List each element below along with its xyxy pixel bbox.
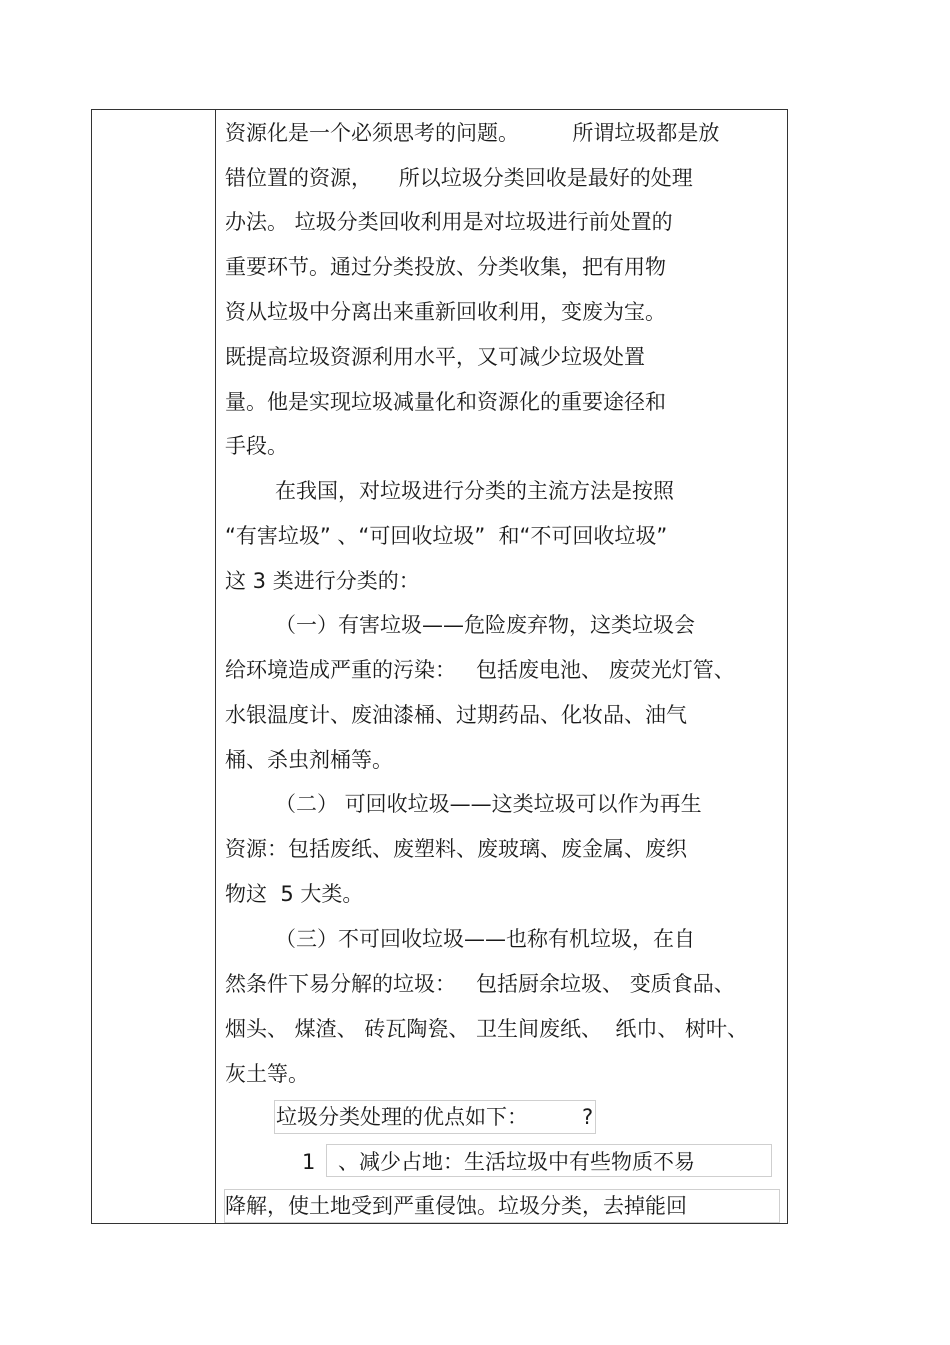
text-line: 手段。	[225, 434, 288, 458]
text-line: 资源：包括废纸、废塑料、废玻璃、废金属、废织	[225, 837, 687, 861]
text-line: 资源化是一个必须思考的问题。 所谓垃圾都是放	[225, 121, 720, 145]
text-line: （一）有害垃圾——危险废弃物，这类垃圾会	[275, 613, 695, 637]
text-line: 资从垃圾中分离出来重新回收利用，变废为宝。	[225, 300, 666, 324]
text-line: 办法。 垃圾分类回收利用是对垃圾进行前处置的	[225, 210, 673, 234]
section-heading: 垃圾分类处理的优点如下：	[276, 1105, 528, 1129]
text-line: 降解，使土地受到严重侵蚀。垃圾分类，去掉能回	[225, 1194, 687, 1218]
text-line: （二） 可回收垃圾——这类垃圾可以作为再生	[275, 792, 702, 816]
text-line: 水银温度计、废油漆桶、过期药品、化妆品、油气	[225, 703, 687, 727]
item-number: 1	[302, 1150, 316, 1174]
text-line: 在我国，对垃圾进行分类的主流方法是按照	[275, 479, 674, 503]
table-left-column	[92, 110, 216, 1223]
text-line: 、减少占地：生活垃圾中有些物质不易	[338, 1150, 695, 1174]
text-line: 灰土等。	[225, 1062, 309, 1086]
text-line: 重要环节。通过分类投放、分类收集，把有用物	[225, 255, 666, 279]
text-line: （三）不可回收垃圾——也称有机垃圾，在自	[275, 927, 695, 951]
text-line: 错位置的资源， 所以垃圾分类回收是最好的处理	[225, 166, 693, 190]
text-line: 既提高垃圾资源利用水平，又可减少垃圾处置	[225, 345, 645, 369]
text-line: 桶、杀虫剂桶等。	[225, 748, 393, 772]
text-line: 量。他是实现垃圾减量化和资源化的重要途径和	[225, 390, 666, 414]
text-line: 然条件下易分解的垃圾： 包括厨余垃圾、 变质食品、	[225, 972, 735, 996]
text-line: 物这 5 大类。	[225, 882, 364, 906]
text-line: “有害垃圾” 、“可回收垃圾” 和“不可回收垃圾”	[225, 524, 668, 548]
text-line: 这 3 类进行分类的：	[225, 569, 420, 593]
text-line: 烟头、 煤渣、 砖瓦陶瓷、 卫生间废纸、 纸巾、 树叶、	[225, 1017, 749, 1041]
text-line: 给环境造成严重的污染： 包括废电池、 废荧光灯管、	[225, 658, 735, 682]
question-mark: ?	[582, 1105, 594, 1129]
